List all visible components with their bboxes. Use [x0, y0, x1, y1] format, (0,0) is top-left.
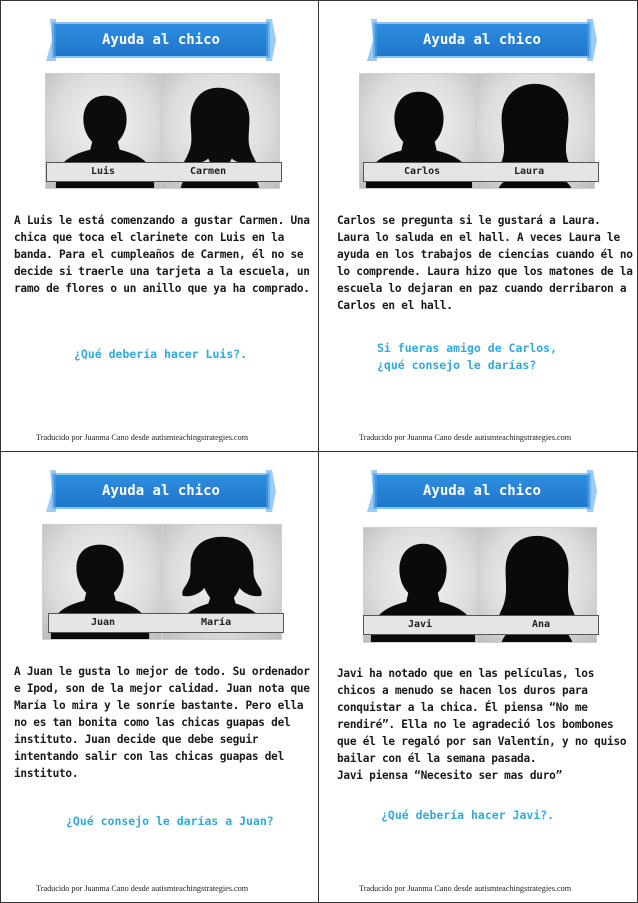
- card-luis: [0, 0, 319, 451]
- card-juan: [0, 451, 319, 902]
- card-title-banner: Ayuda al chico: [52, 22, 270, 58]
- question-text: Si fueras amigo de Carlos, ¿qué consejo le darías?: [377, 341, 558, 372]
- question-text: ¿Qué consejo le darías a Juan?: [66, 814, 274, 828]
- name-bar: [46, 162, 282, 182]
- card-carlos: [319, 0, 638, 451]
- story-text: Carlos se pregunta si le gustará a Laura. Laura lo saluda en el hall. A veces Laura le ayuda en los trabajos de ciencias cuando él no lo comprende. Laura hizo que los matones de la escuela lo dejaran en paz cuando derribaron a Carlos en el hall.: [337, 214, 633, 312]
- credit-text: Traducido por Juanma Cano desde autismteachingstrategies.com: [36, 433, 249, 442]
- card-title-banner: Ayuda al chico: [52, 473, 270, 509]
- card-title-banner: Ayuda al chico: [373, 473, 591, 509]
- name-bar: [363, 162, 599, 182]
- name-label-right: Ana: [532, 619, 551, 630]
- question-text: ¿Qué debería hacer Javi?.: [381, 808, 555, 822]
- name-label-right: Laura: [514, 166, 545, 177]
- name-label-right: María: [201, 617, 232, 628]
- name-label-left: Luis: [91, 166, 116, 177]
- name-bar: [48, 613, 284, 633]
- credit-text: Traducido por Juanma Cano desde autismteachingstrategies.com: [359, 884, 572, 893]
- card-title-banner: Ayuda al chico: [373, 22, 591, 58]
- question-text: ¿Qué debería hacer Luis?.: [74, 347, 248, 361]
- name-label-left: Javi: [408, 619, 433, 630]
- name-label-left: Juan: [91, 617, 116, 628]
- story-text: A Juan le gusta lo mejor de todo. Su ordenador e Ipod, son de la mejor calidad. Juan nota que María lo mira y le sonríe bastante. Pero ella no es tan bonita como las chicas guapas del instituto. Juan decide que debe seguir intentando salir con las chicas guapas del instituto.: [14, 665, 310, 780]
- credit-text: Traducido por Juanma Cano desde autismteachingstrategies.com: [36, 884, 249, 893]
- name-label-right: Carmen: [190, 166, 227, 177]
- credit-text: Traducido por Juanma Cano desde autismteachingstrategies.com: [359, 433, 572, 442]
- name-bar: [363, 615, 599, 635]
- story-text: A Luis le está comenzando a gustar Carmen. Una chica que toca el clarinete con Luis en la banda. Para el cumpleaños de Carmen, él no se decide si traerle una tarjeta a la escuela, un ramo de flores o un anillo que ya ha comprado.: [14, 214, 310, 295]
- name-label-left: Carlos: [404, 166, 441, 177]
- story-text: Javi ha notado que en las películas, los chicos a menudo se hacen los duros para conquistar a la chica. Él piensa “No me rendiré”. Ella no le agradeció los bombones que él le regaló por san Valentín, y no quiso bailar con él la semana pasada. Javi piensa “Necesito ser mas duro”: [337, 667, 627, 782]
- card-javi: [319, 451, 638, 902]
